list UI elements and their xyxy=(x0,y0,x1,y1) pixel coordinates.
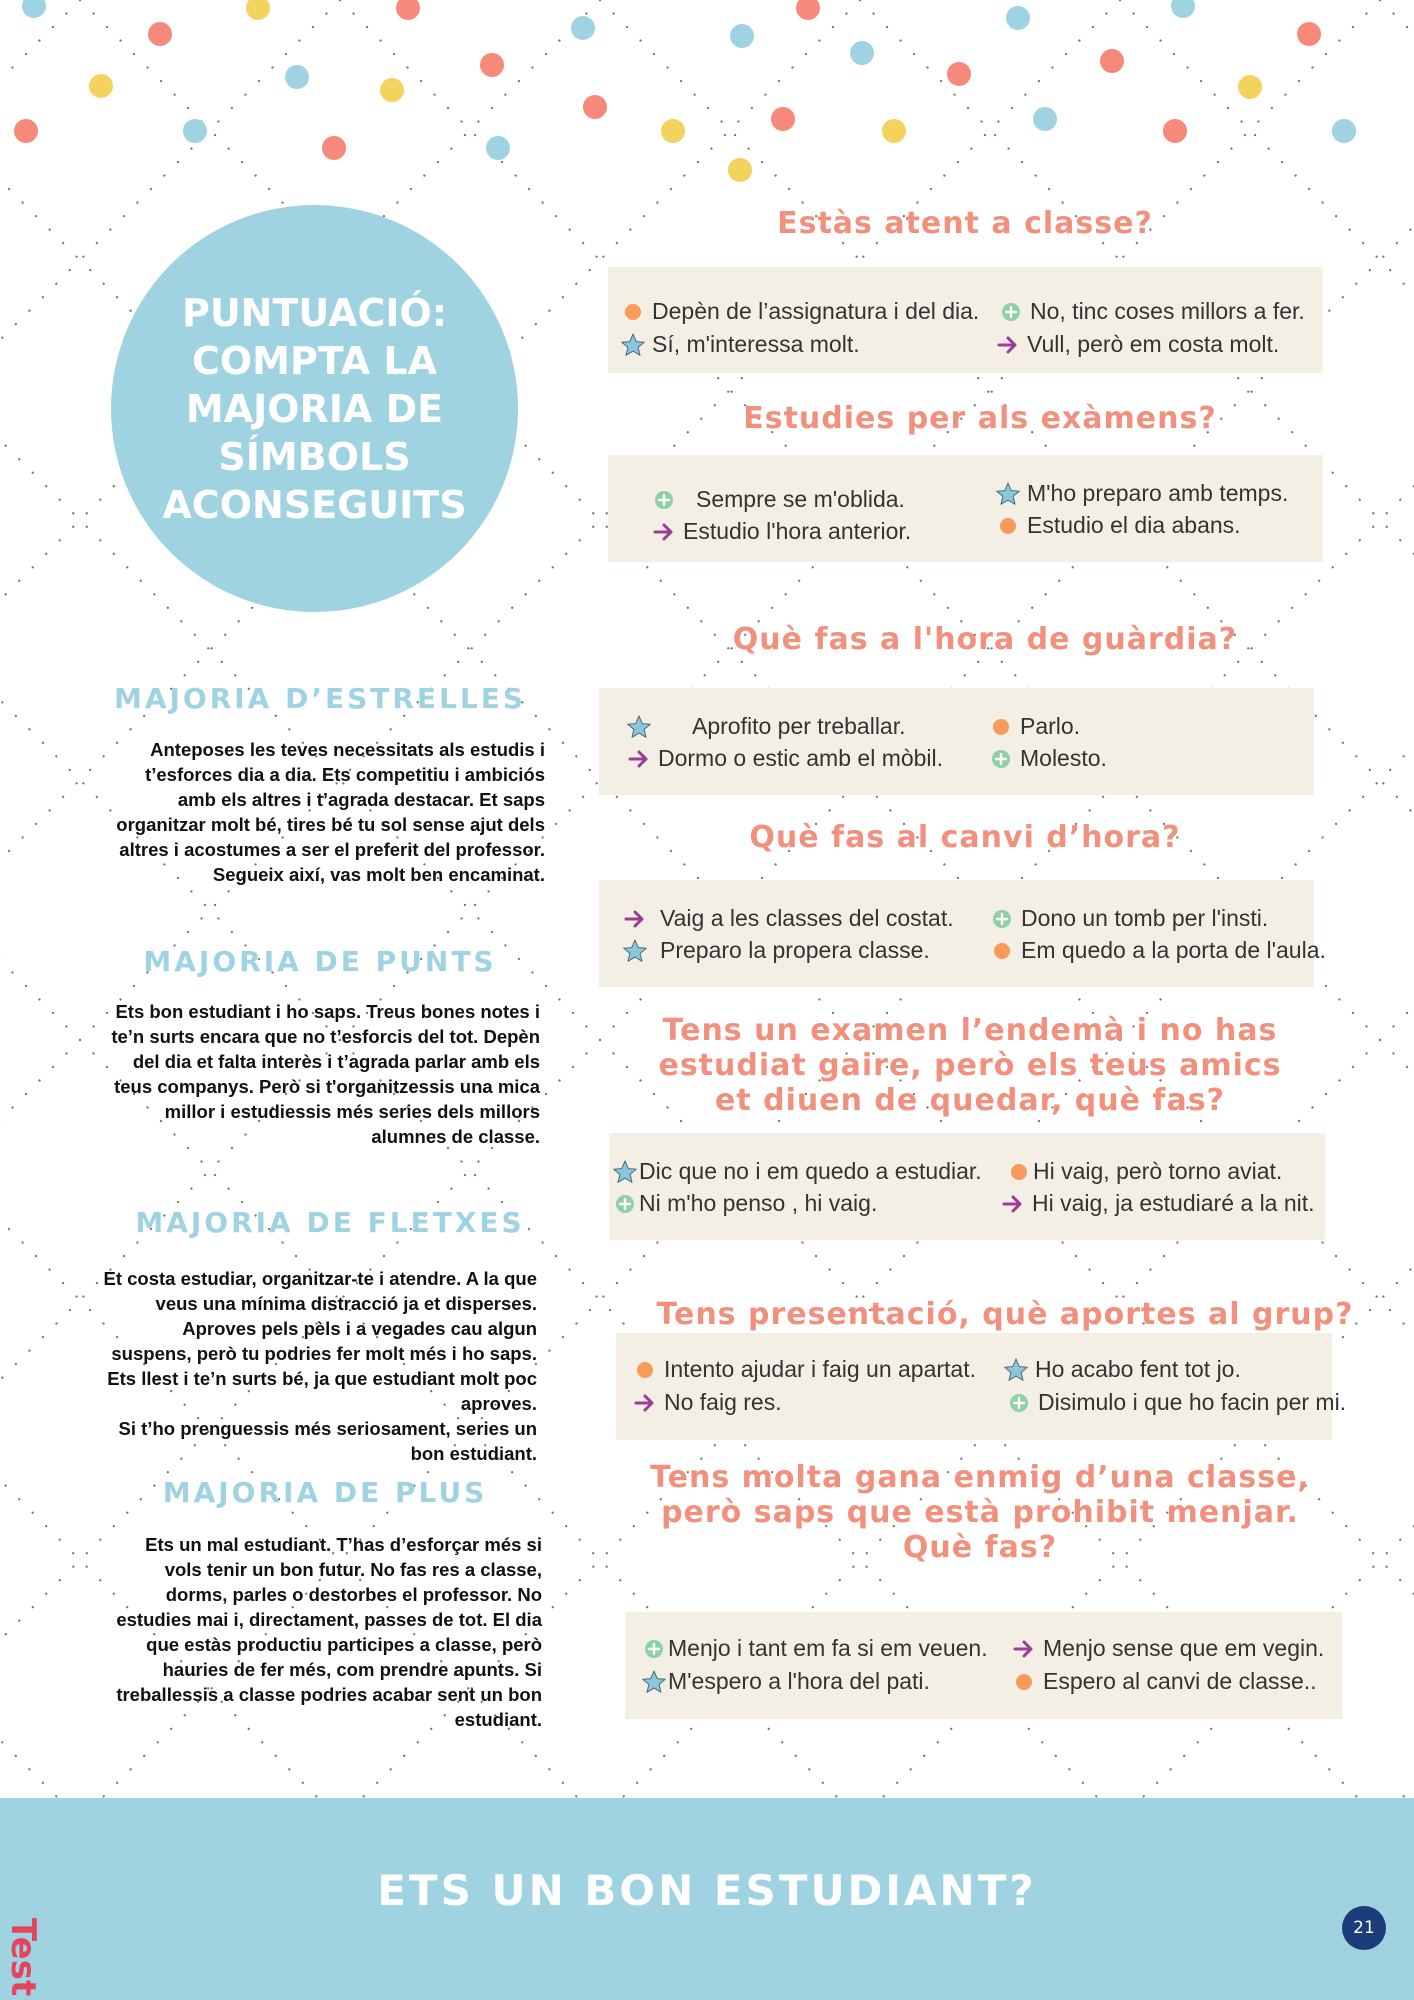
question-6-option-2[interactable] xyxy=(1003,1356,1241,1383)
question-3-panel xyxy=(599,688,1314,795)
option-label: Preparo la propera classe. xyxy=(660,937,930,963)
question-4-panel xyxy=(599,880,1314,987)
option-label: Menjo sense que em vegin. xyxy=(1043,1635,1325,1661)
arrow-icon xyxy=(995,332,1021,358)
dot-icon xyxy=(1006,1159,1032,1185)
question-3-title: Què fas a l'hora de guàrdia? xyxy=(732,622,1238,657)
plus-icon xyxy=(1006,1390,1032,1416)
option-label: Ho acabo fent tot jo. xyxy=(1035,1356,1241,1382)
option-label: M'ho preparo amb temps. xyxy=(1027,480,1289,506)
question-2-option-4[interactable] xyxy=(995,512,1241,539)
option-label: Hi vaig, però torno aviat. xyxy=(1033,1158,1283,1184)
scoring-title: PUNTUACIÓ: COMPTA LA MAJORIA DE SÍMBOLS ACONSEGUITS xyxy=(162,290,467,527)
question-5-option-4[interactable] xyxy=(1000,1190,1315,1217)
dot-icon xyxy=(632,1357,658,1383)
plus-icon xyxy=(989,906,1015,932)
side-label: Test xyxy=(3,1918,43,1997)
question-3-option-3[interactable] xyxy=(626,745,943,772)
option-label: No, tinc coses millors a fer. xyxy=(1030,298,1305,324)
question-3-option-2[interactable] xyxy=(988,713,1080,740)
result-text-dots: Ets bon estudiant i ho saps. Treus bones notes i te’n surts encara que no t’esforcis del tot. Depèn del dia et falta interès i t’agrada parlar amb els teus companys. Però si t'organitzessis una mica millor i estudiessis més series dels millors alumnes de classe. xyxy=(111,1001,540,1147)
option-label: Dormo o estic amb el mòbil. xyxy=(658,745,944,771)
question-2-option-3[interactable] xyxy=(651,518,911,545)
star-icon xyxy=(620,332,646,358)
question-7-title: Tens molta gana enmig d’una classe, però saps que està prohibit menjar. Què fas? xyxy=(650,1460,1310,1565)
arrow-icon xyxy=(632,1390,658,1416)
question-1-option-4[interactable] xyxy=(995,331,1279,358)
question-2-option-1[interactable] xyxy=(651,486,905,513)
option-label: Em quedo a la porta de l'aula. xyxy=(1021,937,1326,963)
dot-icon xyxy=(988,714,1014,740)
footer-banner xyxy=(0,1798,1414,2000)
question-6-panel xyxy=(616,1333,1332,1440)
arrow-icon xyxy=(622,906,648,932)
result-title-arrows: MAJORIA DE FLETXES xyxy=(135,1206,525,1239)
star-icon xyxy=(995,481,1021,507)
question-5-option-2[interactable] xyxy=(1006,1158,1282,1185)
plus-icon xyxy=(988,746,1014,772)
plus-icon xyxy=(651,487,677,513)
question-5-option-1[interactable] xyxy=(612,1158,982,1185)
option-label: Estudio l'hora anterior. xyxy=(683,518,912,544)
question-4-title: Què fas al canvi d’hora? xyxy=(749,820,1181,855)
option-label: Hi vaig, ja estudiaré a la nit. xyxy=(1032,1190,1315,1216)
star-icon xyxy=(626,714,652,740)
question-5-option-3[interactable] xyxy=(612,1190,877,1217)
option-label: Vull, però em costa molt. xyxy=(1027,331,1280,357)
result-text-stars: Anteposes les teves necessitats als estudis i t’esforces dia a dia. Ets competitiu i ambiciós amb els altres i t’agrada destacar. Et saps organitzar molt bé, tires bé tu sol sense ajut dels altres i acostumes a ser el preferit del professor. Segueix així, vas molt ben encaminat. xyxy=(116,739,545,885)
option-label: Ni m'ho penso , hi vaig. xyxy=(639,1190,878,1216)
option-label: Depèn de l’assignatura i del dia. xyxy=(652,298,980,324)
option-label: Menjo i tant em fa si em veuen. xyxy=(668,1635,988,1661)
arrow-icon xyxy=(1000,1191,1026,1217)
question-4-option-3[interactable] xyxy=(622,937,930,964)
question-6-option-1[interactable] xyxy=(632,1356,976,1383)
star-icon xyxy=(641,1669,667,1695)
question-6-title: Tens presentació, què aportes al grup? xyxy=(656,1297,1354,1332)
question-1-option-3[interactable] xyxy=(620,331,860,358)
option-label: Parlo. xyxy=(1020,713,1081,739)
arrow-icon xyxy=(1011,1636,1037,1662)
option-label: M'espero a l'hora del pati. xyxy=(668,1668,930,1694)
question-5-title: Tens un examen l’endemà i no has estudiat gaire, però els teus amics et diuen de quedar, què fas? xyxy=(658,1013,1282,1118)
question-3-option-1[interactable] xyxy=(626,713,906,740)
option-label: Molesto. xyxy=(1020,745,1107,771)
question-7-option-1[interactable] xyxy=(641,1635,988,1662)
question-6-option-4[interactable] xyxy=(1006,1389,1346,1416)
page-number-badge: 21 xyxy=(1342,1906,1386,1950)
plus-icon xyxy=(998,299,1024,325)
option-label: Intento ajudar i faig un apartat. xyxy=(664,1356,976,1382)
question-6-option-3[interactable] xyxy=(632,1389,782,1416)
option-label: No faig res. xyxy=(664,1389,782,1415)
option-label: Disimulo i que ho facin per mi. xyxy=(1038,1389,1347,1415)
question-2-title: Estudies per als exàmens? xyxy=(743,401,1217,436)
plus-icon xyxy=(641,1636,667,1662)
question-7-option-2[interactable] xyxy=(1011,1635,1324,1662)
arrow-icon xyxy=(626,746,652,772)
option-label: Sempre se m'oblida. xyxy=(696,486,905,512)
question-1-option-2[interactable] xyxy=(998,298,1305,325)
arrow-icon xyxy=(651,519,677,545)
scoring-circle xyxy=(111,205,518,612)
footer-title: ETS UN BON ESTUDIANT? xyxy=(377,1866,1037,1915)
question-2-option-2[interactable] xyxy=(995,480,1288,507)
option-label: Aprofito per treballar. xyxy=(692,713,906,739)
question-7-option-3[interactable] xyxy=(641,1668,930,1695)
question-4-option-1[interactable] xyxy=(622,905,954,932)
dot-icon xyxy=(620,299,646,325)
dot-icon xyxy=(1011,1669,1037,1695)
question-7-option-4[interactable] xyxy=(1011,1668,1317,1695)
result-text-arrows-extra: Si t’ho prenguessis més seriosament, series un bon estudiant. xyxy=(118,1418,537,1464)
question-4-option-2[interactable] xyxy=(989,905,1268,932)
option-label: Estudio el dia abans. xyxy=(1027,512,1241,538)
question-1-option-1[interactable] xyxy=(620,298,979,325)
dot-icon xyxy=(995,513,1021,539)
question-5-panel xyxy=(609,1133,1325,1240)
result-text-plus: Ets un mal estudiant. T’has d’esforçar més si vols tenir un bon futur. No fas res a classe, dorms, parles o destorbes el professor. No estudies mai i, directament, passes de tot. El dia que estàs productiu participes a classe, però hauries de fer més, com prendre apunts. Si treballessis a classe podries acabar sent un bon estudiant. xyxy=(116,1534,542,1730)
question-1-title: Estàs atent a classe? xyxy=(777,206,1153,241)
plus-icon xyxy=(612,1191,638,1217)
result-title-stars: MAJORIA D’ESTRELLES xyxy=(113,682,527,715)
option-label: Dono un tomb per l'insti. xyxy=(1021,905,1269,931)
star-icon xyxy=(1003,1357,1029,1383)
result-title-dots: MAJORIA DE PUNTS xyxy=(143,945,497,978)
dot-icon xyxy=(989,938,1015,964)
question-7-panel xyxy=(625,1612,1342,1719)
question-4-option-4[interactable] xyxy=(989,937,1326,964)
option-label: Sí, m'interessa molt. xyxy=(652,331,860,357)
result-title-plus: MAJORIA DE PLUS xyxy=(162,1476,488,1509)
option-label: Espero al canvi de classe.. xyxy=(1043,1668,1317,1694)
result-text-arrows: Et costa estudiar, organitzar-te i atendre. A la que veus una mínima distracció ja et disperses. Aproves pels pèls i a vegades cau algun suspens, però tu podries fer molt més i ho saps. Ets llest i te’n surts bé, ja que estudiant molt poc aproves. xyxy=(103,1268,537,1414)
star-icon xyxy=(622,938,648,964)
question-3-option-4[interactable] xyxy=(988,745,1107,772)
star-icon xyxy=(612,1159,638,1185)
option-label: Dic que no i em quedo a estudiar. xyxy=(639,1158,982,1184)
option-label: Vaig a les classes del costat. xyxy=(660,905,954,931)
